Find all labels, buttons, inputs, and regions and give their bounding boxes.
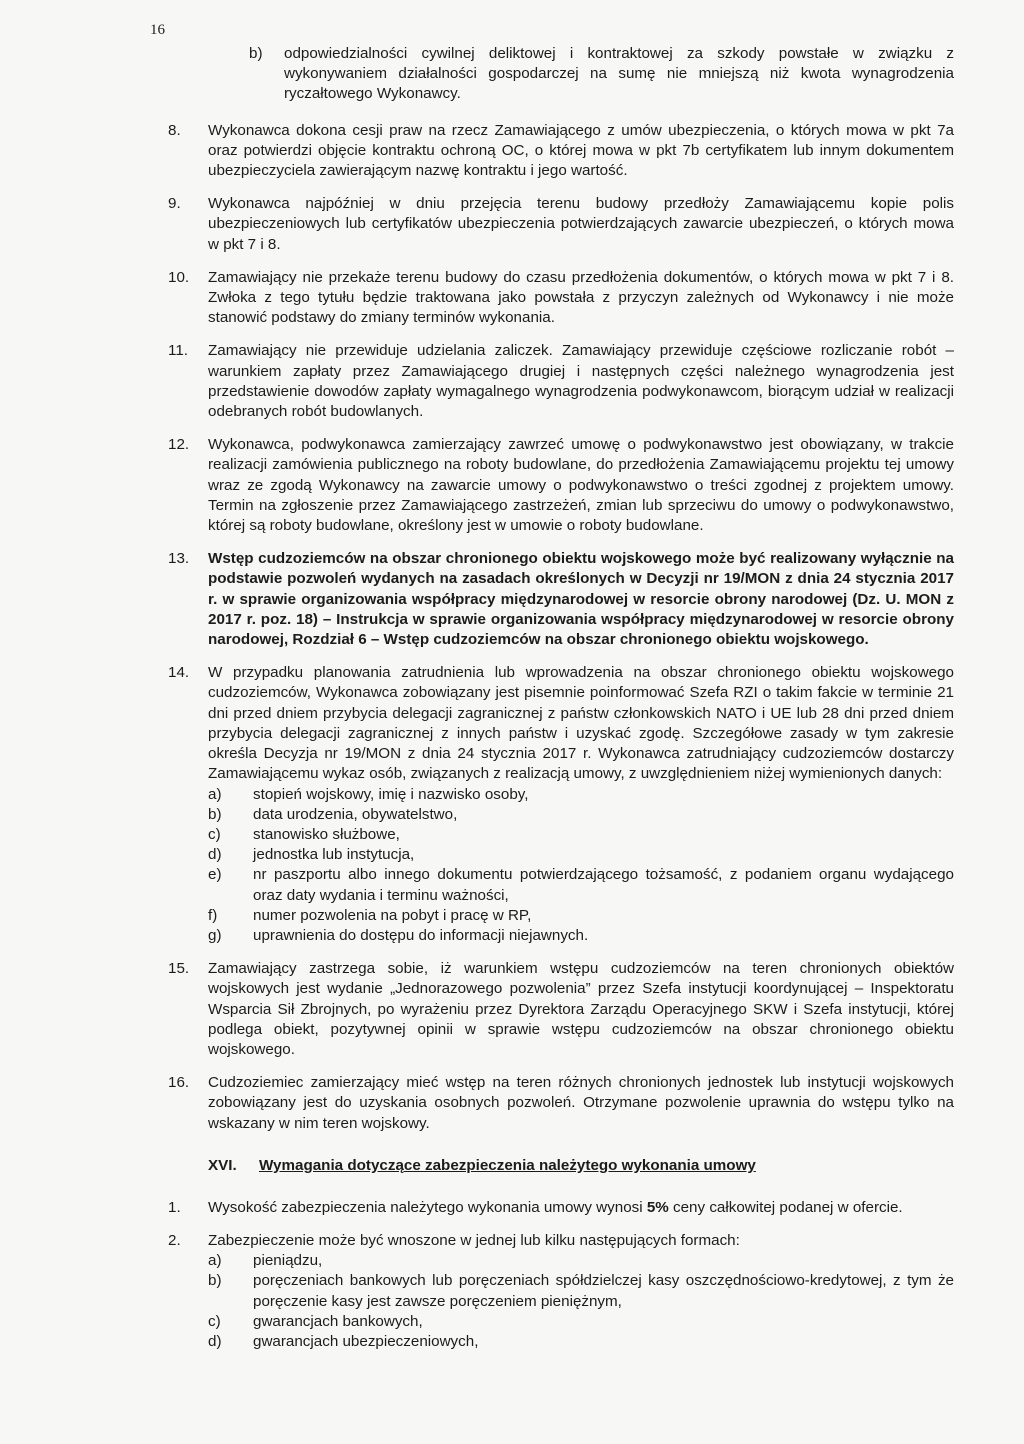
sub-item-text: uprawnienia do dostępu do informacji niejawnych. bbox=[253, 926, 589, 944]
section-number: XVI. bbox=[208, 1156, 237, 1174]
sub-list bbox=[208, 785, 954, 947]
sub-item-text: gwarancjach ubezpieczeniowych, bbox=[253, 1332, 479, 1350]
list-item-14 bbox=[168, 663, 954, 946]
sub-item bbox=[208, 926, 954, 946]
item-text: Wykonawca, podwykonawca zamierzający zawrzeć umowę o podwykonawstwo jest obowiązany, w trakcie realizacji zamówienia publicznego na roboty budowlane, do przedłożenia Zamawiającemu projektu tej umowy wraz ze zgodą Wykonawcy na zawarcie umowy o podwykonawstwo o treści zgodnej z projektem umowy. Termin na zgłoszenie przez Zamawiającego zastrzeżeń, zmian lub sprzeciwu do umowy o podwykonawstwo, której są roboty budowlane, określony jest w umowie o roboty budowlane. bbox=[208, 436, 954, 535]
sub-item-letter: b) bbox=[208, 805, 222, 823]
item-text: Zamawiający nie przekaże terenu budowy do czasu przedłożenia dokumentów, o których mowa w pkt 7 i 8. Zwłoka z tego tytułu będzie traktowana jako powstała z przyczyn zależnych od Wykonawcy i nie może stanowić podstawy do zmiany terminów wykonania. bbox=[208, 268, 954, 327]
list-item-12 bbox=[168, 435, 954, 536]
sub-item-letter: f) bbox=[208, 906, 218, 924]
item-number: 16. bbox=[168, 1074, 190, 1092]
sub-item-text: numer pozwolenia na pobyt i pracę w RP, bbox=[253, 906, 532, 924]
section-item-1 bbox=[168, 1198, 954, 1218]
item-text-before: Wysokość zabezpieczenia należytego wykonania umowy wynosi bbox=[208, 1198, 647, 1216]
sub-item bbox=[208, 825, 954, 845]
item-number: 12. bbox=[168, 436, 190, 454]
sub-item-letter: a) bbox=[208, 785, 222, 803]
item-text-bold: 5% bbox=[646, 1198, 669, 1216]
sub-item-text: gwarancjach bankowych, bbox=[253, 1312, 423, 1330]
sub-item bbox=[208, 1332, 954, 1352]
sub-item bbox=[208, 845, 954, 865]
item-text: Wykonawca dokona cesji praw na rzecz Zamawiającego z umów ubezpieczenia, o których mowa w pkt 7a oraz potwierdzi objęcie kontraktu ochroną OC, o której mowa w pkt 7b certyfikatem lub innym dokumentem ubezpieczyciela zawierającym nazwę kontraktu i jego wartość. bbox=[208, 121, 954, 180]
item-text: Wstęp cudzoziemców na obszar chronionego obiektu wojskowego może być realizowany wyłącznie na podstawie pozwoleń wydanych na zasadach określonych w Decyzji nr 19/MON z dnia 24 stycznia 2017 r. w sprawie organizowania współpracy międzynarodowej w resorcie obrony narodowej (Dz. U. MON z 2017 r. poz. 18) – Instrukcja w sprawie organizowania współpracy międzynarodowej w resorcie obrony narodowej, Rozdział 6 – Wstęp cudzoziemców na obszar chronionego obiektu wojskowego. bbox=[208, 550, 954, 649]
sub-item-letter: c) bbox=[208, 825, 221, 843]
item-number: 1. bbox=[168, 1198, 181, 1216]
sub-item bbox=[208, 1251, 954, 1271]
list-item-10 bbox=[168, 268, 954, 329]
sub-item bbox=[208, 785, 954, 805]
item-number: 8. bbox=[168, 121, 181, 139]
item-text-after: ceny całkowitej podanej w ofercie. bbox=[668, 1198, 903, 1216]
sub-list bbox=[208, 1251, 954, 1352]
list-item-9 bbox=[168, 194, 954, 255]
list-item-15 bbox=[168, 959, 954, 1060]
item-text: Zamawiający nie przewiduje udzielania zaliczek. Zamawiający przewiduje częściowe rozliczanie robót – warunkiem zapłaty przez Zamawiającego drugiej i następnych części należnego wynagrodzenia jest przedstawienie dowodów zapłaty wymagalnego wynagrodzenia podwykonawcom, biorącym udział w realizacji odebranych robót budowlanych. bbox=[208, 342, 954, 421]
sub-item-text: data urodzenia, obywatelstwo, bbox=[253, 805, 458, 823]
document-body bbox=[168, 44, 954, 1365]
sub-item-letter: c) bbox=[208, 1312, 221, 1330]
sub-item-letter: g) bbox=[208, 926, 222, 944]
sub-item-text: jednostka lub instytucja, bbox=[253, 846, 415, 864]
list-item-11 bbox=[168, 341, 954, 422]
list-item-13 bbox=[168, 549, 954, 650]
sub-item bbox=[208, 1271, 954, 1311]
item-number: 11. bbox=[168, 342, 188, 360]
sub-item-letter: d) bbox=[208, 846, 222, 864]
section-item-2 bbox=[168, 1231, 954, 1352]
list-item-b bbox=[168, 44, 954, 105]
sub-item-text: nr paszportu albo innego dokumentu potwierdzającego tożsamość, z podaniem organu wydającego oraz daty wydania i terminu ważności, bbox=[253, 866, 954, 904]
item-text: Zabezpieczenie może być wnoszone w jednej lub kilku następujących formach: bbox=[208, 1231, 740, 1249]
item-number: 2. bbox=[168, 1231, 181, 1249]
item-text: Zamawiający zastrzega sobie, iż warunkiem wstępu cudzoziemców na teren chronionych obiektów wojskowych jest wydanie „Jednorazowego pozwolenia” przez Szefa instytucji koordynującej – Inspektoratu Wsparcia Sił Zbrojnych, po wyrażeniu przez Dyrektora Zarządu Operacyjnego SKW i Szefa instytucji, której podlega obiekt, pozytywnej opinii w sprawie wstępu cudzoziemców na obszar chronionego obiektu wojskowego. bbox=[208, 960, 954, 1058]
item-number: 14. bbox=[168, 664, 190, 682]
sub-item-text: pieniądzu, bbox=[253, 1252, 323, 1270]
sub-item-text: poręczeniach bankowych lub poręczeniach spółdzielczej kasy oszczędnościowo-kredytowej, z tym że poręczenie kasy jest zawsze poręczeniem pieniężnym, bbox=[253, 1272, 954, 1310]
item-text: Wykonawca najpóźniej w dniu przejęcia terenu budowy przedłoży Zamawiającemu kopie polis ubezpieczeniowych lub certyfikatów ubezpieczenia potwierdzających zawarcie ubezpieczeń, o których mowa w pkt 7 i 8. bbox=[208, 195, 954, 253]
item-marker: b) bbox=[249, 45, 263, 62]
item-text: W przypadku planowania zatrudnienia lub wprowadzenia na obszar chronionego obiektu wojskowego cudzoziemców, Wykonawca zobowiązany jest pisemnie poinformować Szefa RZI o takim fakcie w terminie 21 dni przed dniem przybycia delegacji zagranicznej z państw członkowskich NATO i UE lub 28 dni przed dniem przybycia delegacji zagranicznej z innych państw i uzyskać zgodę. Szczegółowe zasady w tym zakresie określa Decyzja nr 19/MON z dnia 24 stycznia 2017 r. Wykonawca zatrudniający cudzoziemców dostarczy Zamawiającemu wykaz osób, związanych z realizacją umowy, z uwzględnieniem niżej wymienionych danych: bbox=[208, 664, 954, 783]
item-text: odpowiedzialności cywilnej deliktowej i kontraktowej za szkody powstałe w związku z wykonywaniem działalności gospodarczej na sumę nie mniejszą niż kwota wynagrodzenia ryczałtowego Wykonawcy. bbox=[284, 45, 954, 103]
sub-item-text: stanowisko służbowe, bbox=[253, 825, 400, 843]
item-number: 13. bbox=[168, 550, 190, 568]
list-item-8 bbox=[168, 121, 954, 182]
sub-item-letter: d) bbox=[208, 1332, 222, 1350]
item-number: 15. bbox=[168, 960, 190, 978]
sub-item-letter: a) bbox=[208, 1252, 222, 1270]
sub-item bbox=[208, 906, 954, 926]
list-item-16 bbox=[168, 1073, 954, 1134]
page-number: 16 bbox=[150, 22, 165, 38]
sub-item-text: stopień wojskowy, imię i nazwisko osoby, bbox=[253, 785, 529, 803]
sub-item bbox=[208, 1312, 954, 1332]
sub-item-letter: e) bbox=[208, 866, 222, 884]
sub-item bbox=[208, 805, 954, 825]
item-number: 9. bbox=[168, 195, 181, 213]
sub-item bbox=[208, 865, 954, 905]
item-number: 10. bbox=[168, 268, 190, 286]
section-title: Wymagania dotyczące zabezpieczenia należytego wykonania umowy bbox=[259, 1156, 756, 1174]
section-heading bbox=[168, 1156, 954, 1176]
sub-item-letter: b) bbox=[208, 1272, 222, 1290]
item-text: Cudzoziemiec zamierzający mieć wstęp na teren różnych chronionych jednostek lub instytucji wojskowych zobowiązany jest do uzyskania osobnych pozwoleń. Otrzymane pozwolenie uprawnia do wstępu tylko na wskazany w nim teren wojskowy. bbox=[208, 1074, 954, 1132]
